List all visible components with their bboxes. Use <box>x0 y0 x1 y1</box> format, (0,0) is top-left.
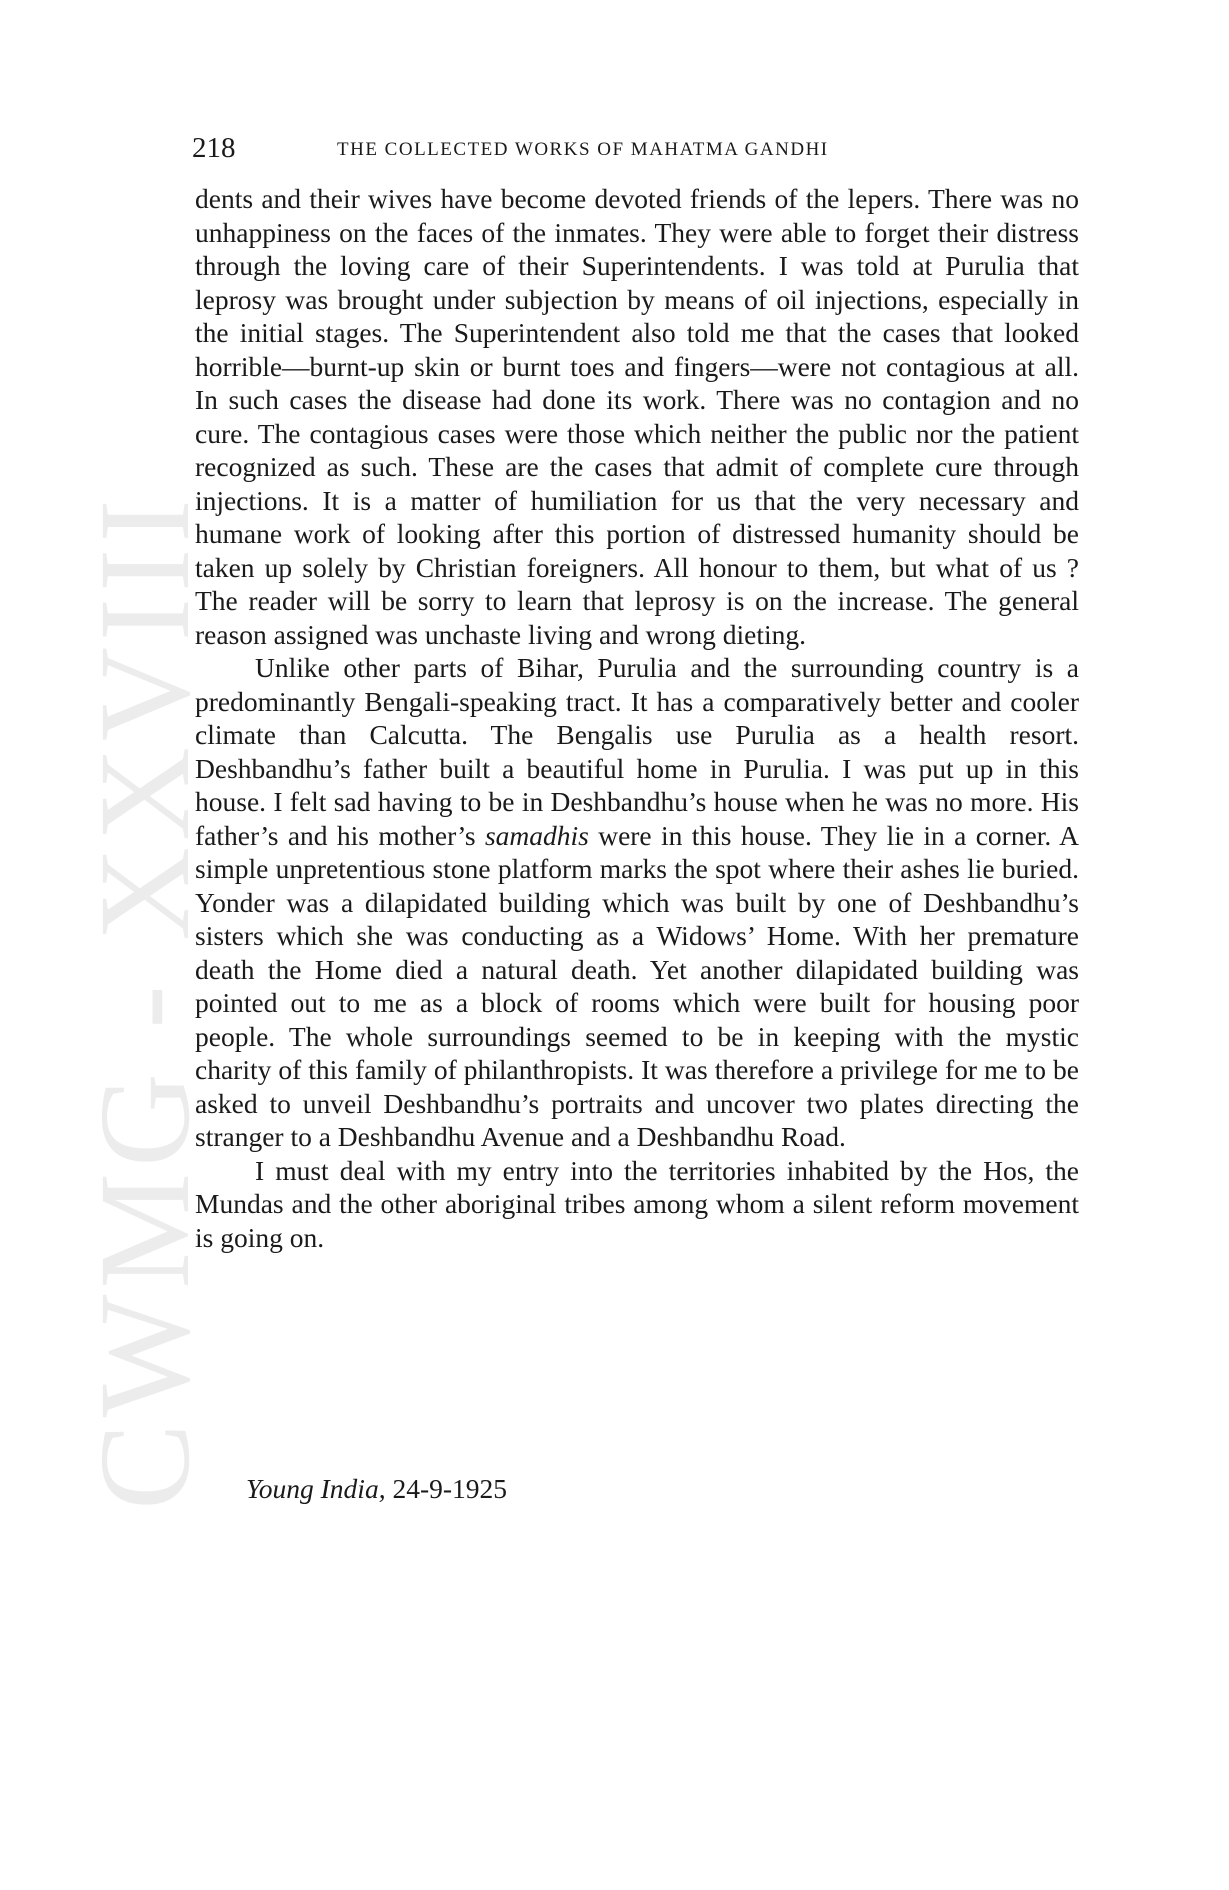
source-citation <box>246 1472 507 1506</box>
body-text <box>195 182 1079 1254</box>
source-date: 24-9-1925 <box>392 1473 508 1504</box>
running-head: THE COLLECTED WORKS OF MAHATMA GANDHI <box>337 139 829 160</box>
paragraph-2 <box>195 651 1079 1154</box>
page-header <box>192 128 1080 168</box>
watermark: CWMG - XXVIII <box>73 493 217 1510</box>
paragraph-3: I must deal with my entry into the territories inhabited by the Hos, the Mundas and the other aboriginal tribes among whom a silent reform movement is going on. <box>195 1154 1079 1253</box>
paragraph-2-text-after: were in this house. They lie in a corner. A simple unpretentious stone platform marks the spot where their ashes lie buried. Yonder was a dilapidated building which was built by one of Deshbandhu’s sisters which she was conducting as a Widows’ Home. With her premature death the Home died a natural death. Yet another dilapidated building was pointed out to me as a block of rooms which were built for housing poor people. The whole surroundings seemed to be in keeping with the mystic charity of this family of philanthropists. It was therefore a privilege for me to be asked to unveil Deshbandhu’s portraits and uncover two plates directing the stranger to a Deshbandhu Avenue and a Deshbandhu Road. <box>195 819 1079 1152</box>
source-publication: Young India, <box>246 1473 386 1504</box>
paragraph-2-text-before: Unlike other parts of Bihar, Purulia and the surrounding country is a predominantly Bengali-speaking tract. It has a comparatively better and cooler climate than Calcutta. The Bengalis use Purulia as a health resort. Deshbandhu’s father built a beautiful home in Purulia. I was put up in this house. I felt sad having to be in Deshbandhu’s house when he was no more. His father’s and his mother’s <box>195 652 1079 851</box>
paragraph-1: dents and their wives have become devoted friends of the lepers. There was no unhappiness on the faces of the inmates. They were able to forget their distress through the loving care of their Superintendents. I was told at Purulia that leprosy was brought under subjection by means of oil injections, especially in the initial stages. The Superintendent also told me that the cases that looked horrible—burnt-up skin or burnt toes and fingers—were not contagious at all. In such cases the disease had done its work. There was no contagion and no cure. The contagious cases were those which neither the public nor the patient recognized as such. These are the cases that admit of complete cure through injections. It is a matter of humiliation for us that the very necessary and humane work of looking after this portion of distressed humanity should be taken up solely by Christian foreigners. All honour to them, but what of us ? The reader will be sorry to learn that leprosy is on the increase. The general reason assigned was unchaste living and wrong dieting. <box>195 183 1079 650</box>
paragraph-2-italic-term: samadhis <box>484 819 589 851</box>
page-number: 218 <box>192 132 236 164</box>
